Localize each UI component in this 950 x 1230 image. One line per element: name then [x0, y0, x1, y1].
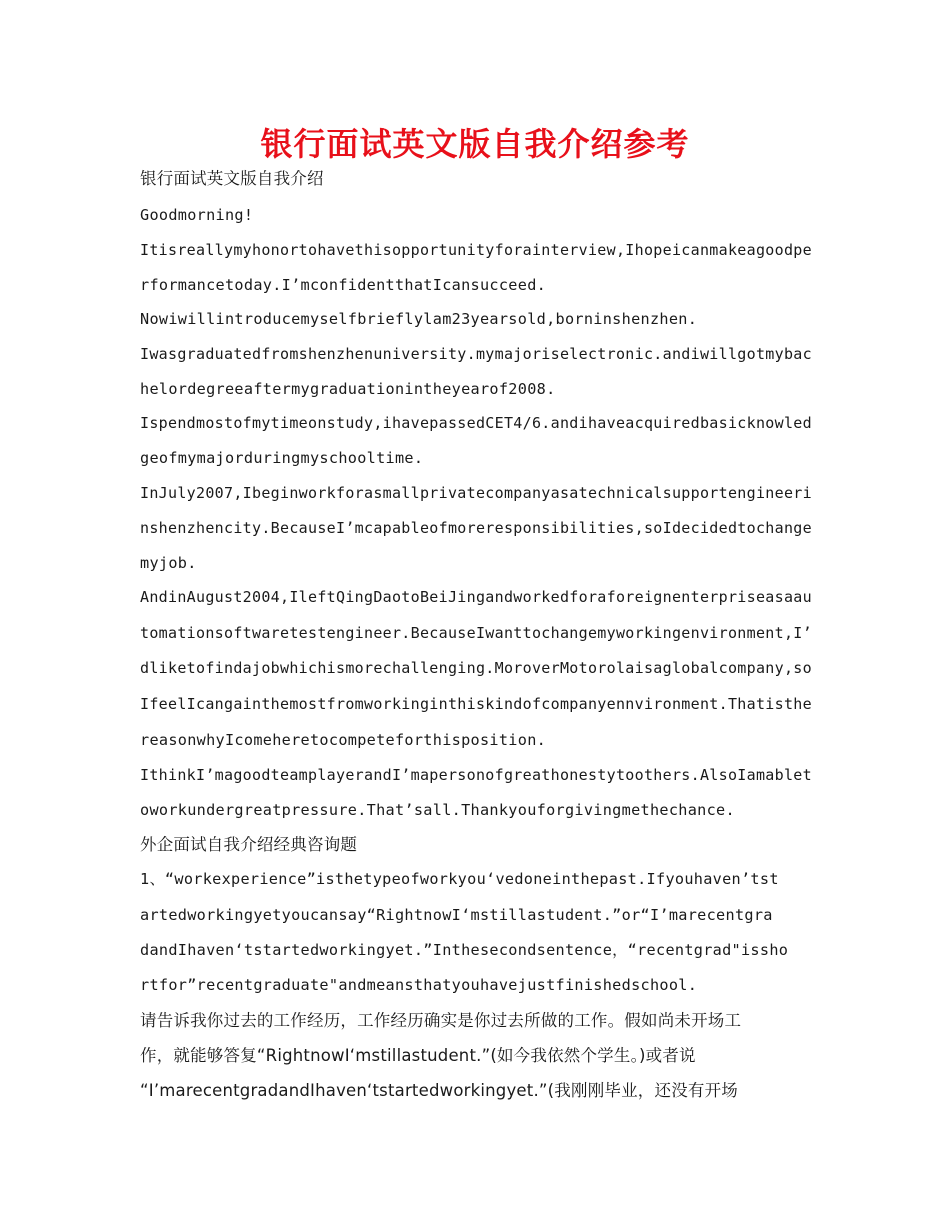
paragraph-line: dandIhaven‘tstartedworkingyet.”Inthesecondsentence，“recentgrad"issho — [140, 941, 789, 959]
paragraph-line: artedworkingyetyoucansay“RightnowI‘mstillastudent.”or“I’marecentgra — [140, 906, 773, 924]
paragraph-line: Ispendmostofmytimeonstudy,ihavepassedCET4/6.andihaveacquiredbasicknowled — [140, 414, 812, 432]
paragraph-line: Nowiwillintroducemyselfbrieflylam23yearsold,borninshenzhen. — [140, 310, 698, 328]
paragraph-line: reasonwhyIcomeheretocompeteforthisposition. — [140, 731, 547, 749]
paragraph-line: rformancetoday.I’mconfidentthatIcansucceed. — [140, 276, 547, 294]
paragraph-line: rtfor”recentgraduate"andmeansthatyouhavejustfinishedschool. — [140, 976, 698, 994]
paragraph-line: nshenzhencity.BecauseI’mcapableofmoreresponsibilities,soIdecidedtochange — [140, 519, 812, 537]
paragraph-line: helordegreeaftermygraduationintheyearof2008. — [140, 380, 556, 398]
paragraph-line: IfeelIcangainthemostfromworkinginthiskindofcompanyennvironment.Thatisthe — [140, 695, 812, 713]
paragraph-line: 作，就能够答复“RightnowI‘mstillastudent.”(如今我依然个学生。)或者说 — [140, 1046, 696, 1065]
paragraph-line: 请告诉我你过去的工作经历，工作经历确实是你过去所做的工作。假如尚未开场工 — [140, 1011, 742, 1030]
paragraph-line: IthinkI’magoodteamplayerandI’mapersonofgreathonestytoothers.AlsoIamablet — [140, 766, 812, 784]
document-title: 银行面试英文版自我介绍参考 — [260, 125, 690, 163]
paragraph-line: oworkundergreatpressure.That’sall.Thankyouforgivingmethechance. — [140, 801, 735, 819]
paragraph-line: tomationsoftwaretestengineer.BecauseIwanttochangemyworkingenvironment,I’ — [140, 624, 812, 642]
section-heading-interview-questions: 外企面试自我介绍经典咨询题 — [140, 835, 358, 854]
paragraph-line: 1、“workexperience”isthetypeofworkyou‘vedoneinthepast.Ifyouhaven’tst — [140, 870, 779, 888]
paragraph-line: geofmymajorduringmyschooltime. — [140, 449, 424, 467]
paragraph-line: dliketofindajobwhichismorechallenging.MoroverMotorolaisaglobalcompany,so — [140, 659, 812, 677]
paragraph-line: Itisreallymyhonortohavethisopportunityforainterview,Ihopeicanmakeagoodpe — [140, 241, 812, 259]
paragraph-line: InJuly2007,Ibeginworkforasmallprivatecompanyasatechnicalsupportengineeri — [140, 484, 812, 502]
section-heading-bank-intro: 银行面试英文版自我介绍 — [140, 169, 324, 188]
paragraph-line: myjob. — [140, 554, 197, 572]
paragraph-line: “I’marecentgradandIhaven‘tstartedworkingyet.”(我刚刚毕业，还没有开场 — [140, 1081, 738, 1100]
paragraph-line: Iwasgraduatedfromshenzhenuniversity.mymajoriselectronic.andiwillgotmybac — [140, 345, 812, 363]
paragraph-line: AndinAugust2004,IleftQingDaotoBeiJingandworkedforaforeignenterpriseasaau — [140, 588, 812, 606]
paragraph-line: Goodmorning! — [140, 206, 254, 224]
